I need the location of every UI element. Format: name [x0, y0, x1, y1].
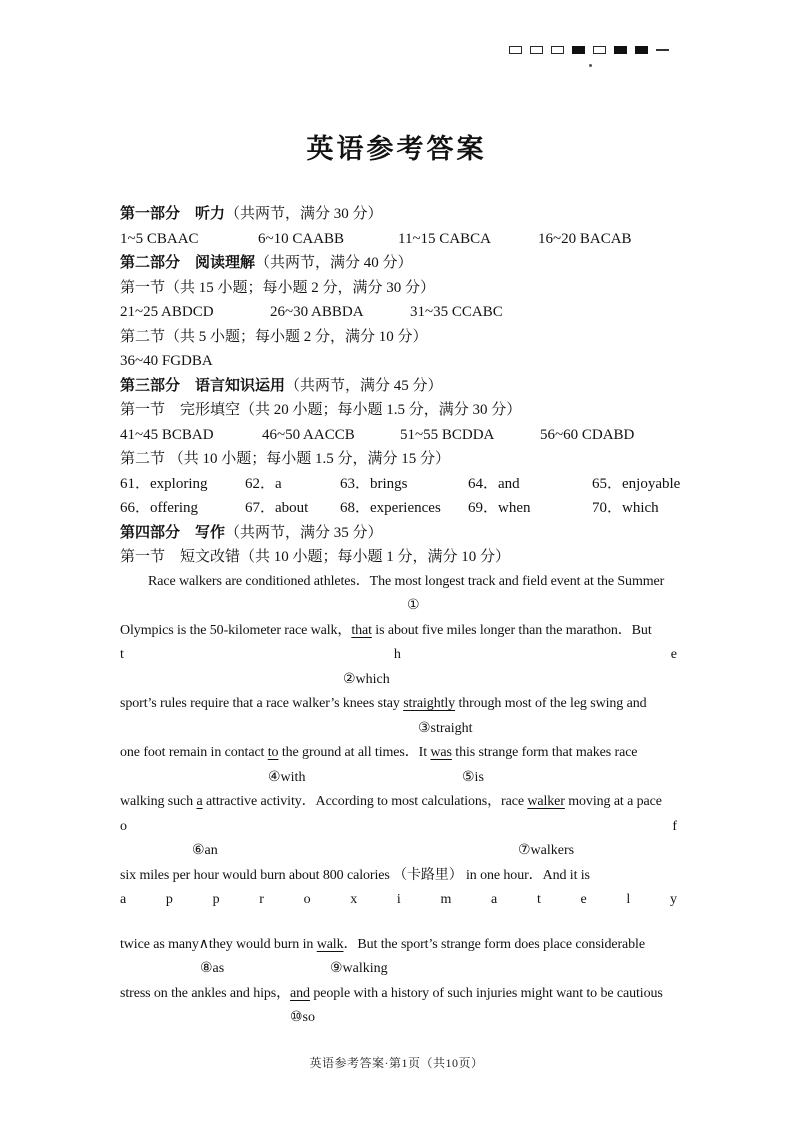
registration-mark-filled: [572, 46, 585, 54]
part2-section2-answers-row: [120, 349, 677, 374]
page-footer: 英语参考答案·第1页（共10页）: [309, 1056, 484, 1070]
answer-range: 26~30 ABBDA: [270, 304, 364, 320]
part3-section1-answers-row: [120, 423, 677, 448]
correction-answer-2: ②which: [343, 671, 390, 687]
registration-mark-line: [656, 49, 669, 51]
stretched-letter: i: [396, 892, 401, 907]
correction-answer-6: ⑥an: [192, 843, 218, 858]
stretched-letter: x: [350, 892, 358, 907]
error-word: and: [290, 985, 310, 1001]
passage-text: through most of the leg swing and: [455, 696, 647, 711]
stretched-letter: y: [669, 892, 677, 907]
passage-line: [120, 619, 677, 644]
registration-mark-outline: [551, 46, 564, 54]
stretched-letter: h: [393, 647, 401, 662]
part2-section1-answers-row: [120, 300, 677, 325]
part2-section2-label: 第二节（共 5 小题；每小题 2 分，满分 10 分）: [120, 328, 428, 345]
answer-range: 56~60 CDABD: [540, 426, 635, 443]
registration-mark-outline: [509, 46, 522, 54]
answer-item: 65．enjoyable: [592, 475, 681, 492]
part1-answers-row: [120, 227, 677, 252]
correction-line: [120, 717, 677, 742]
correction-answer-9: ⑨walking: [330, 961, 388, 976]
stretched-letter: e: [670, 647, 677, 662]
passage-text: Olympics is the 50-kilometer race walk，: [120, 622, 352, 638]
correction-answer-7: ⑦walkers: [518, 843, 575, 858]
answer-range: 41~45 BCBAD: [120, 426, 214, 443]
correction-answer-8: ⑧as: [200, 961, 225, 976]
correction-answer-10: ⑩so: [290, 1010, 315, 1025]
page-title: 英语参考答案: [306, 134, 487, 164]
passage-text: the ground at all times．It: [278, 745, 431, 760]
answer-item: 69．when: [468, 500, 531, 516]
stretched-letter: p: [165, 892, 173, 907]
stretched-word-of: [120, 815, 677, 840]
correction-answer-5: ⑤is: [462, 769, 484, 785]
stretched-letter: p: [212, 892, 220, 907]
passage-text: people with a history of such injuries might want to be cautious: [309, 985, 663, 1001]
answer-item: 68．experiences: [340, 500, 441, 516]
passage-line: [120, 570, 677, 595]
answer-item: 66．offering: [120, 500, 199, 516]
part3-section1-label: 第一节 完形填空（共 20 小题；每小题 1.5 分，满分 30 分）: [120, 402, 522, 418]
stretched-letter: a: [120, 892, 127, 907]
stretched-letter: f: [672, 818, 677, 834]
answer-range: 11~15 CABCA: [398, 230, 491, 247]
part4-heading-note: （共两节，满分 35 分）: [225, 524, 383, 541]
error-word: to: [267, 745, 279, 760]
passage-text: this strange form that makes race: [451, 745, 638, 760]
passage-text: Race walkers are conditioned athletes．The most longest track and field event at the Summer: [148, 573, 665, 589]
answer-range: 6~10 CAABB: [258, 230, 345, 247]
scan-speck: [589, 64, 592, 67]
passage-text: twice as many∧they would burn in: [120, 936, 317, 952]
part4-heading: [120, 521, 677, 546]
answer-key-content: [120, 202, 681, 1031]
correction-line: [120, 594, 677, 619]
stretched-letter: m: [440, 892, 452, 907]
part3-heading: [120, 374, 677, 399]
answer-item: 70．which: [592, 500, 659, 516]
correction-answer-1: ①: [407, 598, 420, 613]
answer-item: 63．brings: [340, 475, 408, 492]
part4-section1-label: 第一节 短文改错（共 10 小题；每小题 1 分，满分 10 分）: [120, 549, 511, 565]
registration-mark-filled: [614, 46, 627, 54]
registration-mark-filled: [635, 46, 648, 54]
correction-answer-3: ③straight: [418, 720, 473, 736]
registration-mark-outline: [593, 46, 606, 54]
error-word: walk: [316, 936, 344, 952]
passage-line: [120, 933, 677, 958]
correction-line: [120, 668, 677, 693]
answer-range: 46~50 AACCB: [262, 426, 355, 443]
stretched-letter: t: [120, 647, 124, 662]
passage-text: sport’s rules require that a race walker’s knees stay: [120, 696, 404, 711]
answer-item: 62．a: [245, 475, 282, 492]
correction-line: [120, 957, 677, 982]
part3-section2-answers-row1: [120, 472, 681, 497]
part2-heading: [120, 251, 677, 276]
passage-line: six miles per hour would burn about 800 calories （卡路里） in one hour．And it is: [120, 867, 590, 883]
correction-answer-4: ④with: [268, 769, 306, 785]
answer-range: 16~20 BACAB: [538, 230, 632, 247]
part2-heading-note: （共两节，满分 40 分）: [255, 255, 413, 271]
answer-item: 67．about: [245, 500, 309, 516]
part3-heading-note: （共两节，满分 45 分）: [285, 377, 443, 394]
registration-mark-outline: [530, 46, 543, 54]
passage-line: [120, 692, 677, 717]
part3-section2-label: 第二节 （共 10 小题；每小题 1.5 分，满分 15 分）: [120, 451, 451, 467]
part4-heading-title: 第四部分 写作: [120, 524, 226, 541]
registration-marks: [509, 46, 669, 54]
answer-item: 61．exploring: [120, 475, 208, 492]
answer-range: 21~25 ABDCD: [120, 304, 214, 320]
answer-range: 51~55 BCDDA: [400, 426, 495, 443]
answer-item: 64．and: [468, 475, 520, 492]
correction-line: [120, 1006, 677, 1031]
stretched-word-the: [120, 643, 677, 668]
stretched-letter: r: [259, 892, 264, 907]
answer-range: 1~5 CBAAC: [120, 230, 199, 247]
part2-section1-label: 第一节（共 15 小题；每小题 2 分，满分 30 分）: [120, 279, 436, 296]
stretched-letter: o: [303, 892, 311, 907]
passage-line: [120, 741, 677, 766]
passage-text: moving at a pace: [564, 794, 662, 809]
correction-line: [120, 766, 677, 791]
error-word: straightly: [403, 696, 456, 711]
answer-range: 36~40 FGDBA: [120, 353, 213, 369]
part3-section2-answers-row2: [120, 496, 677, 521]
stretched-letter: t: [536, 892, 541, 907]
stretched-letter: l: [626, 892, 631, 907]
passage-line: [120, 790, 677, 815]
part1-heading-title: 第一部分 听力: [120, 206, 226, 222]
error-word: a: [196, 794, 203, 809]
answer-range: 31~35 CCABC: [410, 304, 503, 320]
passage-text: one foot remain in contact: [120, 745, 268, 760]
stretched-word-approximately: [120, 888, 677, 913]
passage-text: stress on the ankles and hips，: [120, 985, 291, 1001]
passage-text: attractive activity．According to most calculations，race: [202, 794, 528, 809]
correction-line: [120, 839, 677, 864]
stretched-letter: o: [120, 818, 127, 834]
passage-text: is about five miles longer than the marathon．But: [371, 622, 652, 638]
passage-text: walking such: [120, 794, 197, 809]
part1-heading: [120, 202, 677, 227]
error-word: that: [351, 622, 372, 638]
stretched-letter: a: [491, 892, 498, 907]
part3-heading-title: 第三部分 语言知识运用: [120, 377, 286, 394]
part1-heading-note: （共两节，满分 30 分）: [225, 206, 383, 222]
error-word: walker: [527, 794, 565, 809]
part2-heading-title: 第二部分 阅读理解: [120, 255, 256, 271]
error-word: was: [430, 745, 452, 760]
stretched-letter: e: [580, 892, 587, 907]
passage-line: [120, 982, 677, 1007]
passage-text: ．But the sport’s strange form does place considerable: [343, 936, 645, 952]
